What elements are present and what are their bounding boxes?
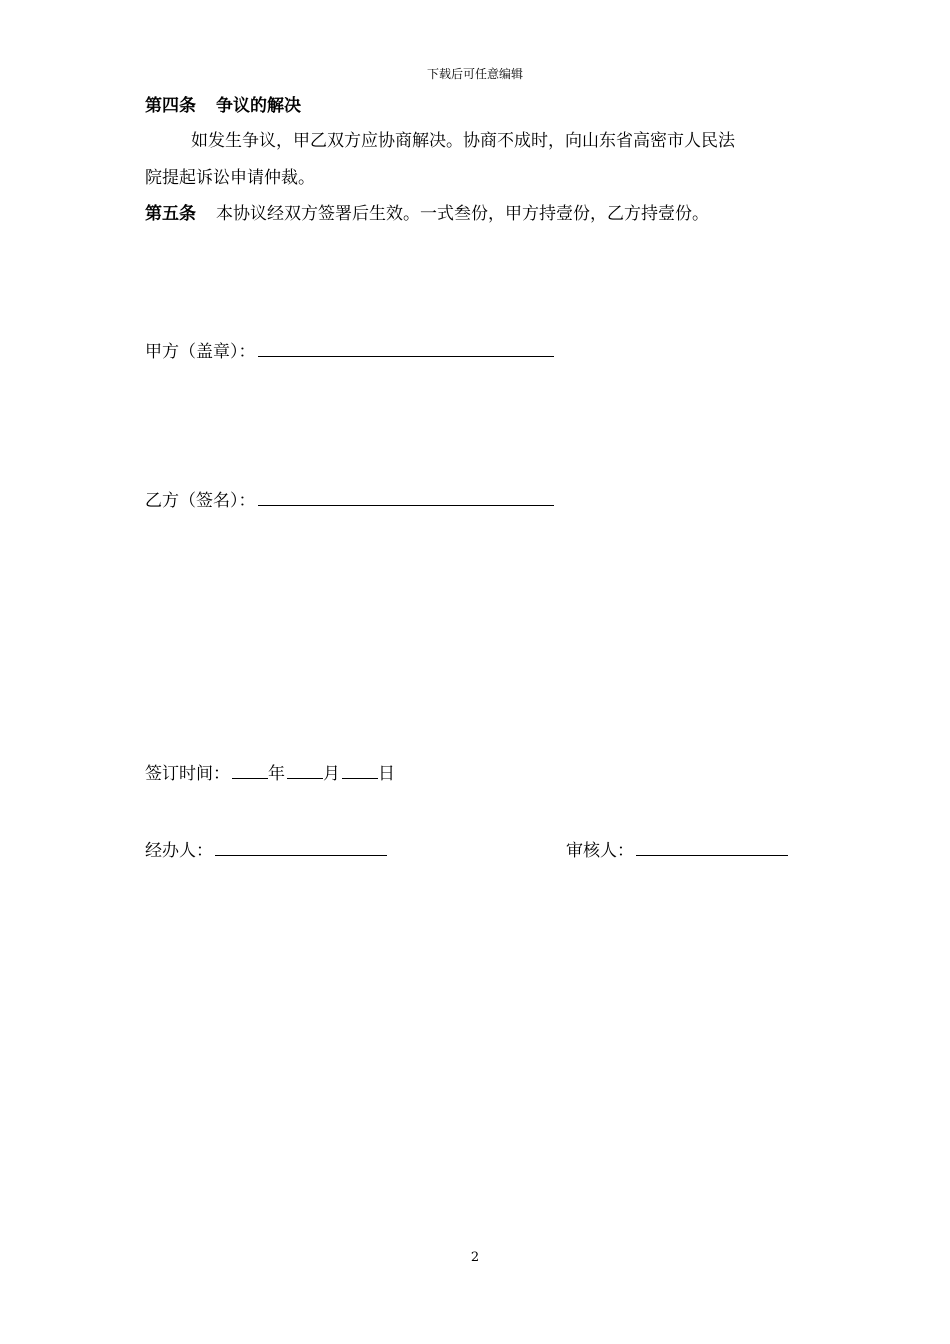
page-number: 2 bbox=[470, 1250, 480, 1265]
party-a-signature-line bbox=[145, 341, 554, 363]
article-5 bbox=[145, 203, 709, 225]
sign-date-label: 签订时间： bbox=[145, 764, 230, 784]
reviewer-line bbox=[566, 840, 788, 862]
sign-date-line bbox=[145, 763, 395, 785]
party-b-signature-line bbox=[145, 490, 554, 512]
article-4-title: 争议的解决 bbox=[216, 96, 301, 116]
month-unit: 月 bbox=[323, 764, 340, 784]
party-a-signature-field[interactable] bbox=[258, 342, 554, 357]
handler-line bbox=[145, 840, 387, 862]
reviewer-signature-field[interactable] bbox=[636, 841, 788, 856]
month-field[interactable] bbox=[287, 764, 323, 779]
article-4-paragraph-line-2: 院提起诉讼申请仲裁。 bbox=[145, 168, 315, 188]
page-header: 下载后可任意编辑 bbox=[426, 67, 523, 81]
article-5-number: 第五条 bbox=[145, 204, 196, 224]
article-4-heading bbox=[145, 95, 301, 117]
article-4-text-1: 如发生争议，甲乙双方应协商解决。协商不成时，向山东省高密市人民法 bbox=[191, 131, 735, 151]
year-unit: 年 bbox=[268, 764, 285, 784]
handler-signature-field[interactable] bbox=[215, 841, 387, 856]
article-4-paragraph-line-1 bbox=[145, 130, 735, 152]
article-5-text: 本协议经双方签署后生效。一式叁份，甲方持壹份，乙方持壹份。 bbox=[216, 204, 709, 224]
reviewer-label: 审核人： bbox=[566, 841, 634, 861]
article-4-number: 第四条 bbox=[145, 96, 196, 116]
party-a-label: 甲方（盖章）： bbox=[145, 342, 256, 362]
day-field[interactable] bbox=[342, 764, 378, 779]
party-b-label: 乙方（签名）： bbox=[145, 491, 256, 511]
year-field[interactable] bbox=[232, 764, 268, 779]
handler-label: 经办人： bbox=[145, 841, 213, 861]
party-b-signature-field[interactable] bbox=[258, 491, 554, 506]
day-unit: 日 bbox=[378, 764, 395, 784]
